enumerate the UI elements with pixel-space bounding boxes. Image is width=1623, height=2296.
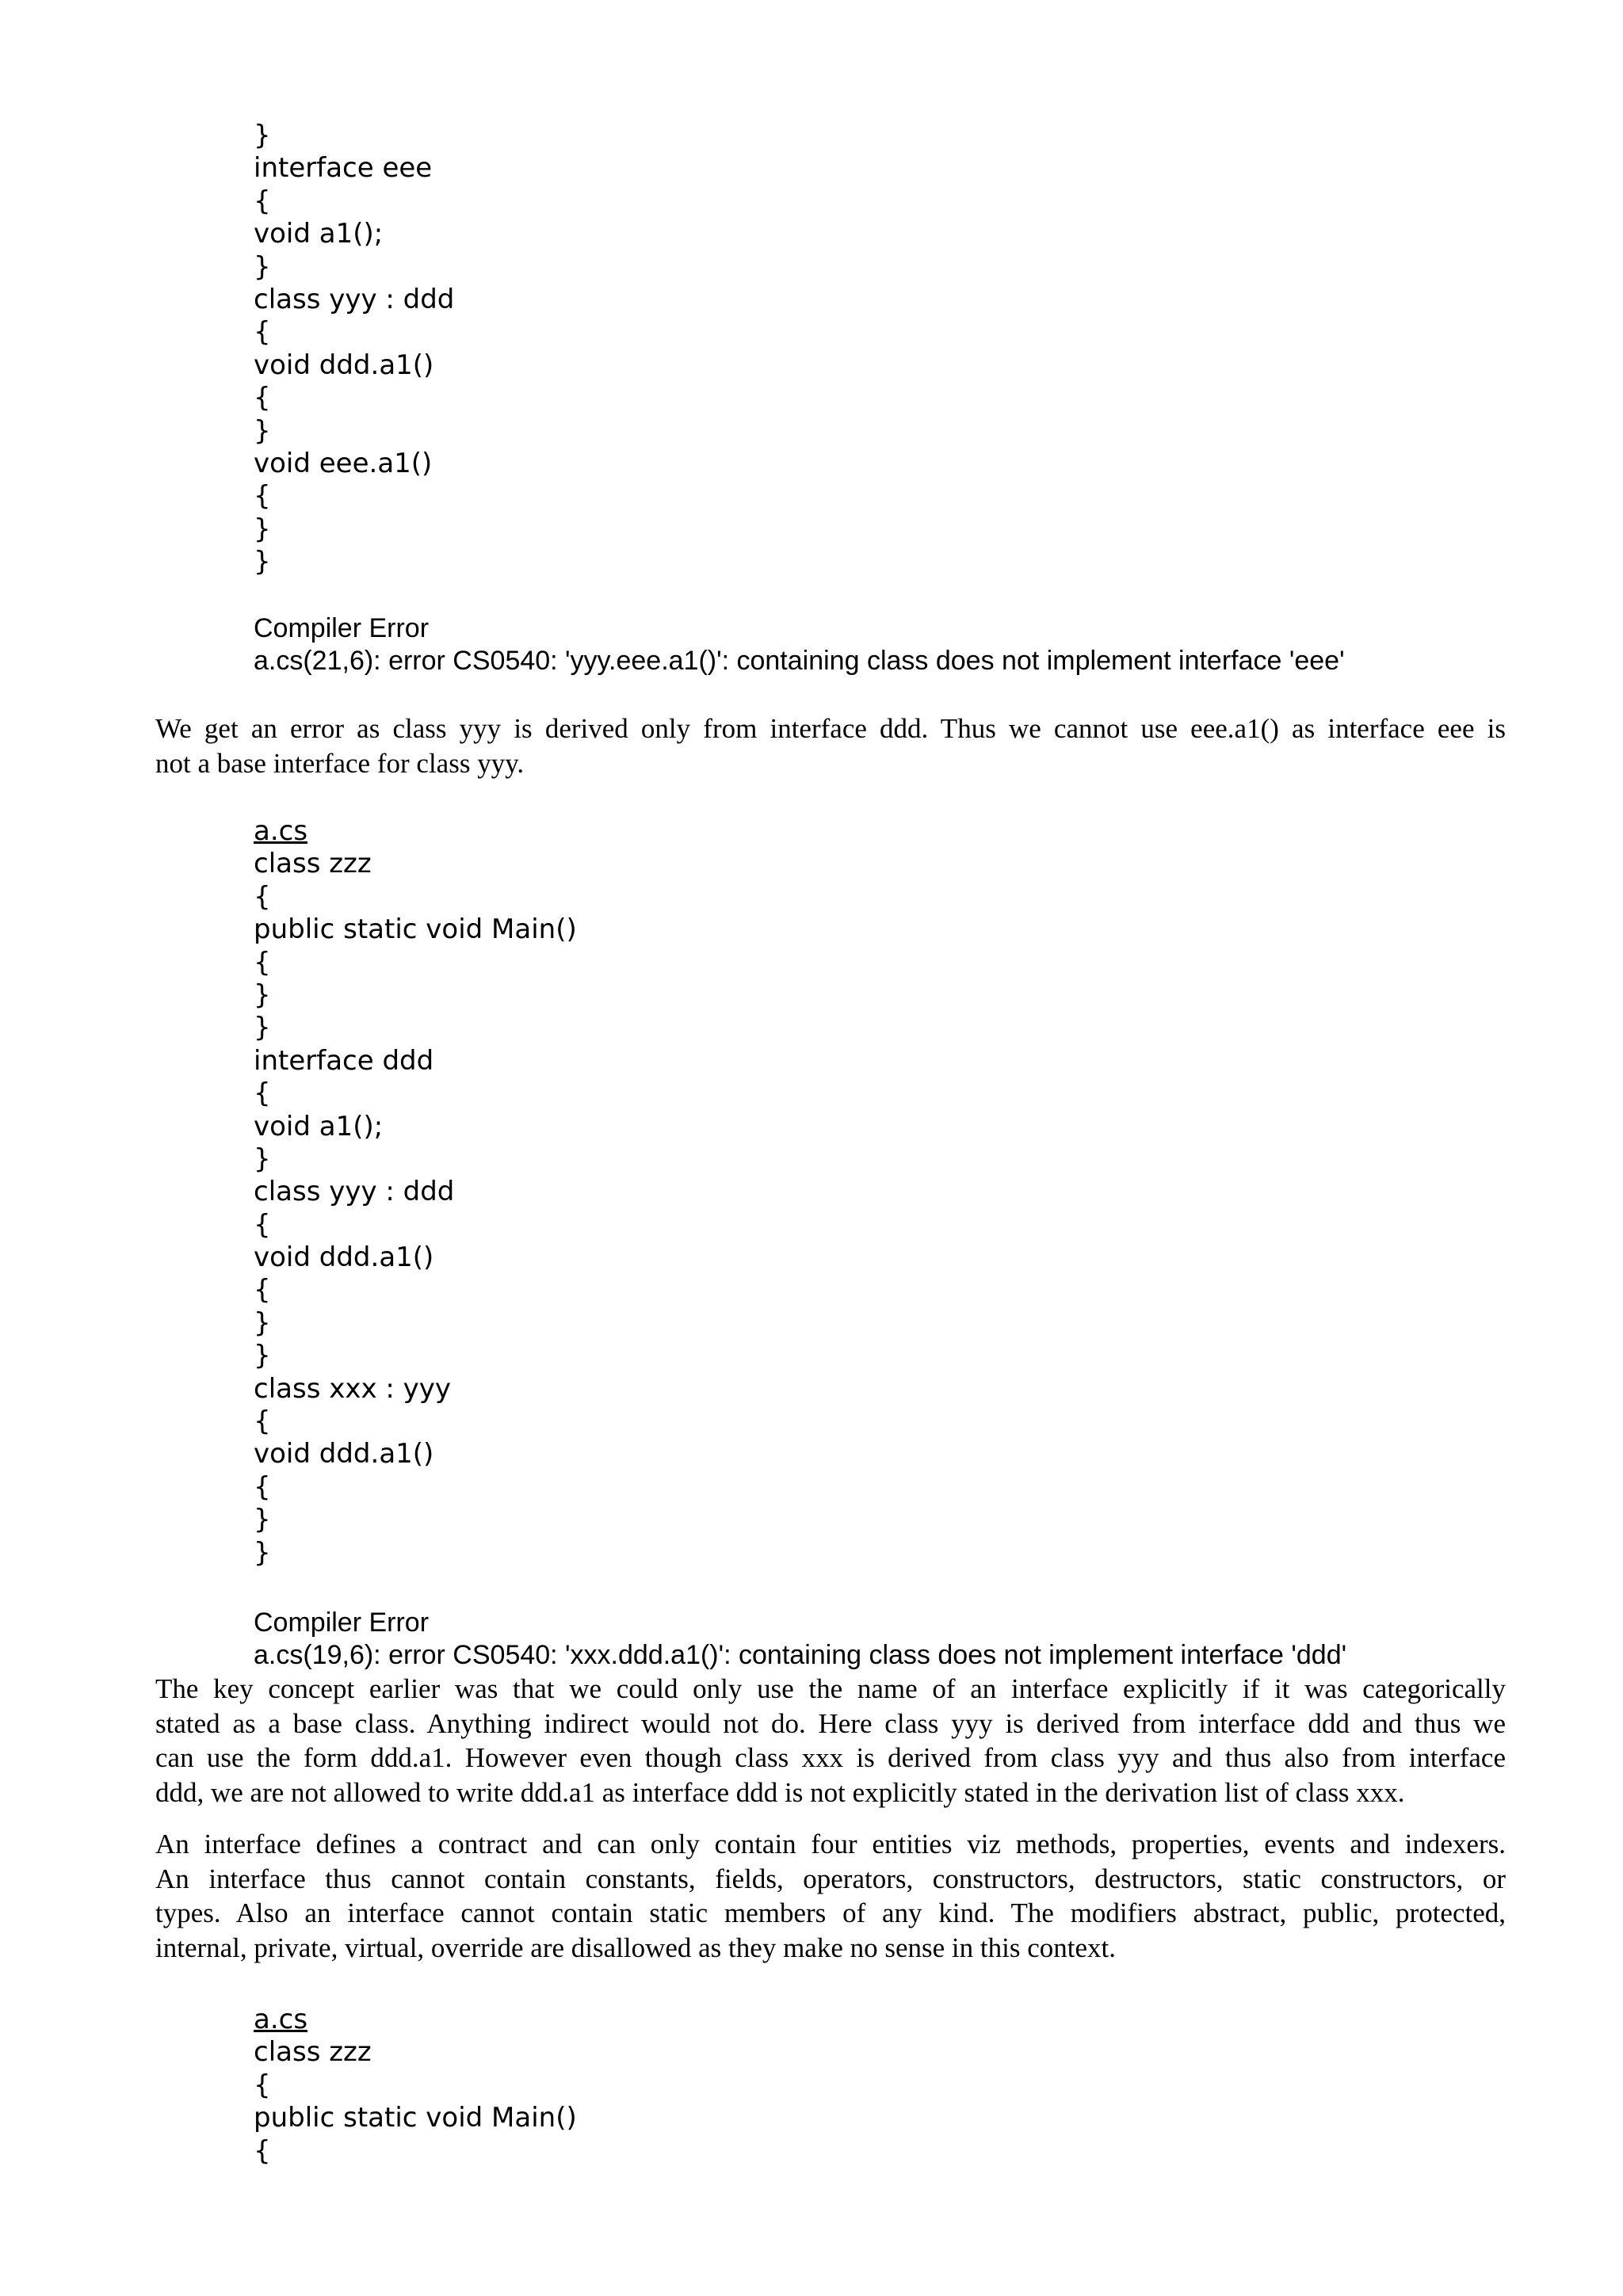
paragraph-line: An interface thus cannot contain constants, fields, operators, constructors, destructors, static constructors, or	[155, 1863, 1506, 1894]
code-line: class yyy : ddd	[254, 1176, 455, 1208]
code-line: {	[254, 946, 271, 978]
paragraph-line: not a base interface for class yyy.	[155, 747, 525, 779]
code-line: }	[254, 120, 271, 151]
paragraph-line: An interface defines a contract and can only contain four entities viz methods, properties, events and indexers.	[155, 1829, 1506, 1859]
code-line: {	[254, 2134, 271, 2167]
code-block-3	[254, 2004, 577, 2168]
code-line: class yyy : ddd	[254, 283, 455, 315]
code-line: {	[254, 1077, 271, 1110]
code-line: void a1();	[254, 218, 384, 250]
code-line: void eee.a1()	[254, 447, 433, 479]
code-line: }	[254, 546, 271, 578]
code-line: {	[254, 480, 271, 513]
code-line: }	[254, 414, 271, 447]
code-line: {	[254, 880, 271, 913]
code-line: class zzz	[254, 848, 372, 880]
error-message: a.cs(19,6): error CS0540: 'xxx.ddd.a1()': containing class does not implement interface 'ddd'	[254, 1640, 1347, 1671]
error-message: a.cs(21,6): error CS0540: 'yyy.eee.a1()': containing class does not implement interface 'eee'	[254, 646, 1345, 677]
code-line: {	[254, 2069, 271, 2101]
code-line: public static void Main()	[254, 2102, 577, 2134]
file-label: a.cs	[254, 815, 308, 847]
code-line: {	[254, 316, 271, 349]
code-line: }	[254, 1340, 271, 1372]
paragraph-line: internal, private, virtual, override are disallowed as they make no sense in this context.	[155, 1932, 1116, 1963]
code-line: {	[254, 382, 271, 414]
code-line: class zzz	[254, 2036, 372, 2069]
code-line: class xxx : yyy	[254, 1372, 452, 1405]
paragraph-line: stated as a base class. Anything indirect would not do. Here class yyy is derived from interface ddd and thus we	[155, 1707, 1506, 1739]
code-line: }	[254, 1142, 271, 1175]
file-label: a.cs	[254, 2004, 308, 2035]
error-title: Compiler Error	[254, 613, 430, 643]
code-line: interface ddd	[254, 1044, 434, 1077]
code-line: void ddd.a1()	[254, 349, 434, 381]
code-line: {	[254, 1405, 271, 1438]
code-line: {	[254, 1208, 271, 1241]
paragraph-line: types. Also an interface cannot contain static members of any kind. The modifiers abstract, public, protected,	[155, 1897, 1506, 1929]
code-line: }	[254, 513, 271, 545]
code-line: }	[254, 978, 271, 1011]
paragraph-line: ddd, we are not allowed to write ddd.a1 as interface ddd is not explicitly stated in the derivation list of class xxx.	[155, 1776, 1405, 1808]
code-line: }	[254, 1536, 271, 1569]
paragraph-line: The key concept earlier was that we could only use the name of an interface explicitly if it was categorically	[155, 1673, 1506, 1704]
code-block-1	[254, 120, 454, 578]
code-line: public static void Main()	[254, 913, 577, 946]
paragraph-line: We get an error as class yyy is derived only from interface ddd. Thus we cannot use eee.a1() as interface eee is	[155, 713, 1506, 744]
code-line: void ddd.a1()	[254, 1241, 434, 1274]
code-line: }	[254, 250, 271, 283]
code-line: void a1();	[254, 1110, 384, 1142]
paragraph-1	[155, 711, 1506, 780]
error-title: Compiler Error	[254, 1608, 430, 1638]
code-line: }	[254, 1504, 271, 1536]
code-line: void ddd.a1()	[254, 1438, 434, 1470]
code-line: }	[254, 1012, 271, 1044]
compiler-error-1	[254, 612, 1345, 678]
code-line: {	[254, 1470, 271, 1503]
code-line: {	[254, 185, 271, 217]
paragraph-line: can use the form ddd.a1. However even though class xxx is derived from class yyy and thus also from interface	[155, 1742, 1506, 1774]
code-block-2	[254, 815, 577, 1569]
paragraph-2	[155, 1672, 1506, 1810]
code-line: {	[254, 1274, 271, 1306]
code-line: }	[254, 1306, 271, 1339]
paragraph-3	[155, 1827, 1506, 1965]
code-line: interface eee	[254, 152, 433, 185]
compiler-error-2	[254, 1607, 1346, 1672]
